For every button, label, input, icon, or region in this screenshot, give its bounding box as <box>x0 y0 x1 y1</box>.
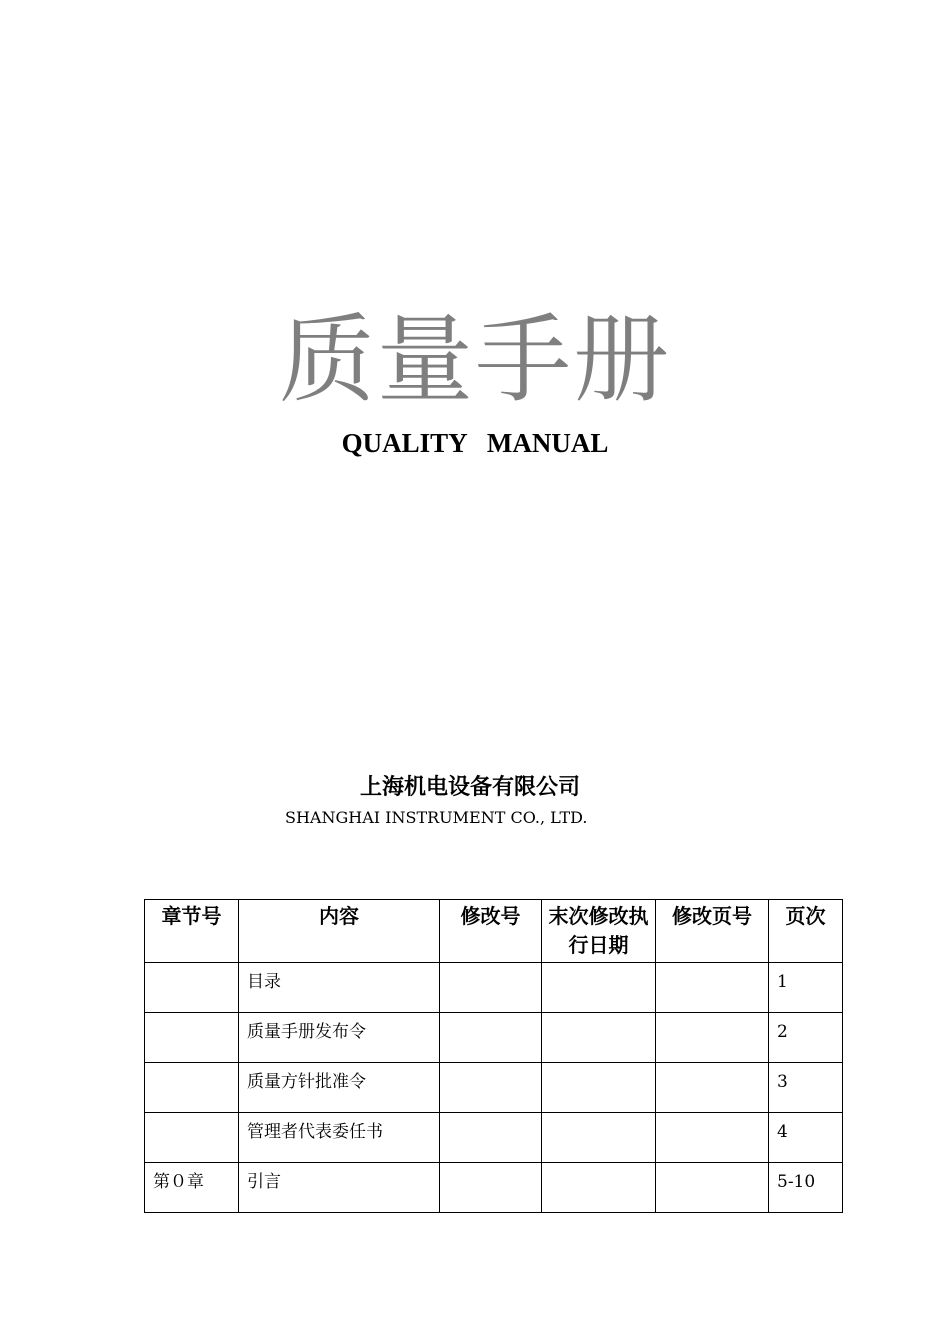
cell-chapter: 第０章 <box>145 1163 239 1213</box>
cell-revision <box>440 1163 542 1213</box>
cell-revised-page <box>656 1063 769 1113</box>
cell-content: 质量手册发布令 <box>239 1013 440 1063</box>
manual-title-english: QUALITY MANUAL <box>341 428 609 458</box>
cell-revision <box>440 963 542 1013</box>
cell-last-date <box>542 1113 656 1163</box>
cell-revised-page <box>656 1113 769 1163</box>
cell-last-date <box>542 963 656 1013</box>
cell-page: 1 <box>769 963 843 1013</box>
table-row <box>145 1013 843 1063</box>
header-page: 页次 <box>769 900 843 963</box>
cell-revision <box>440 1113 542 1163</box>
cell-revision <box>440 1063 542 1113</box>
cell-revised-page <box>656 963 769 1013</box>
table-header-row <box>145 900 843 963</box>
header-last-revision-date: 末次修改执行日期 <box>542 900 656 963</box>
cell-page: 4 <box>769 1113 843 1163</box>
cell-chapter <box>145 1063 239 1113</box>
cell-content: 引言 <box>239 1163 440 1213</box>
cell-revised-page <box>656 1163 769 1213</box>
cell-page: 2 <box>769 1013 843 1063</box>
cell-last-date <box>542 1063 656 1113</box>
cell-last-date <box>542 1163 656 1213</box>
cell-revised-page <box>656 1013 769 1063</box>
table-row <box>145 1063 843 1113</box>
header-revised-page: 修改页号 <box>656 900 769 963</box>
cell-chapter <box>145 963 239 1013</box>
cell-revision <box>440 1013 542 1063</box>
cell-page: 3 <box>769 1063 843 1113</box>
manual-title-chinese: 质量手册 <box>279 304 671 416</box>
cell-chapter <box>145 1013 239 1063</box>
company-name-english: SHANGHAI INSTRUMENT CO., LTD. <box>285 808 588 827</box>
cell-content: 管理者代表委任书 <box>239 1113 440 1163</box>
revision-table <box>144 899 843 1213</box>
header-chapter: 章节号 <box>145 900 239 963</box>
company-name-chinese: 上海机电设备有限公司 <box>360 775 581 800</box>
cell-last-date <box>542 1013 656 1063</box>
header-revision: 修改号 <box>440 900 542 963</box>
table-row <box>145 1113 843 1163</box>
table-row <box>145 1163 843 1213</box>
cell-page: 5-10 <box>769 1163 843 1213</box>
cell-content: 质量方针批准令 <box>239 1063 440 1113</box>
cell-content: 目录 <box>239 963 440 1013</box>
header-content: 内容 <box>239 900 440 963</box>
cell-chapter <box>145 1113 239 1163</box>
table-row <box>145 963 843 1013</box>
